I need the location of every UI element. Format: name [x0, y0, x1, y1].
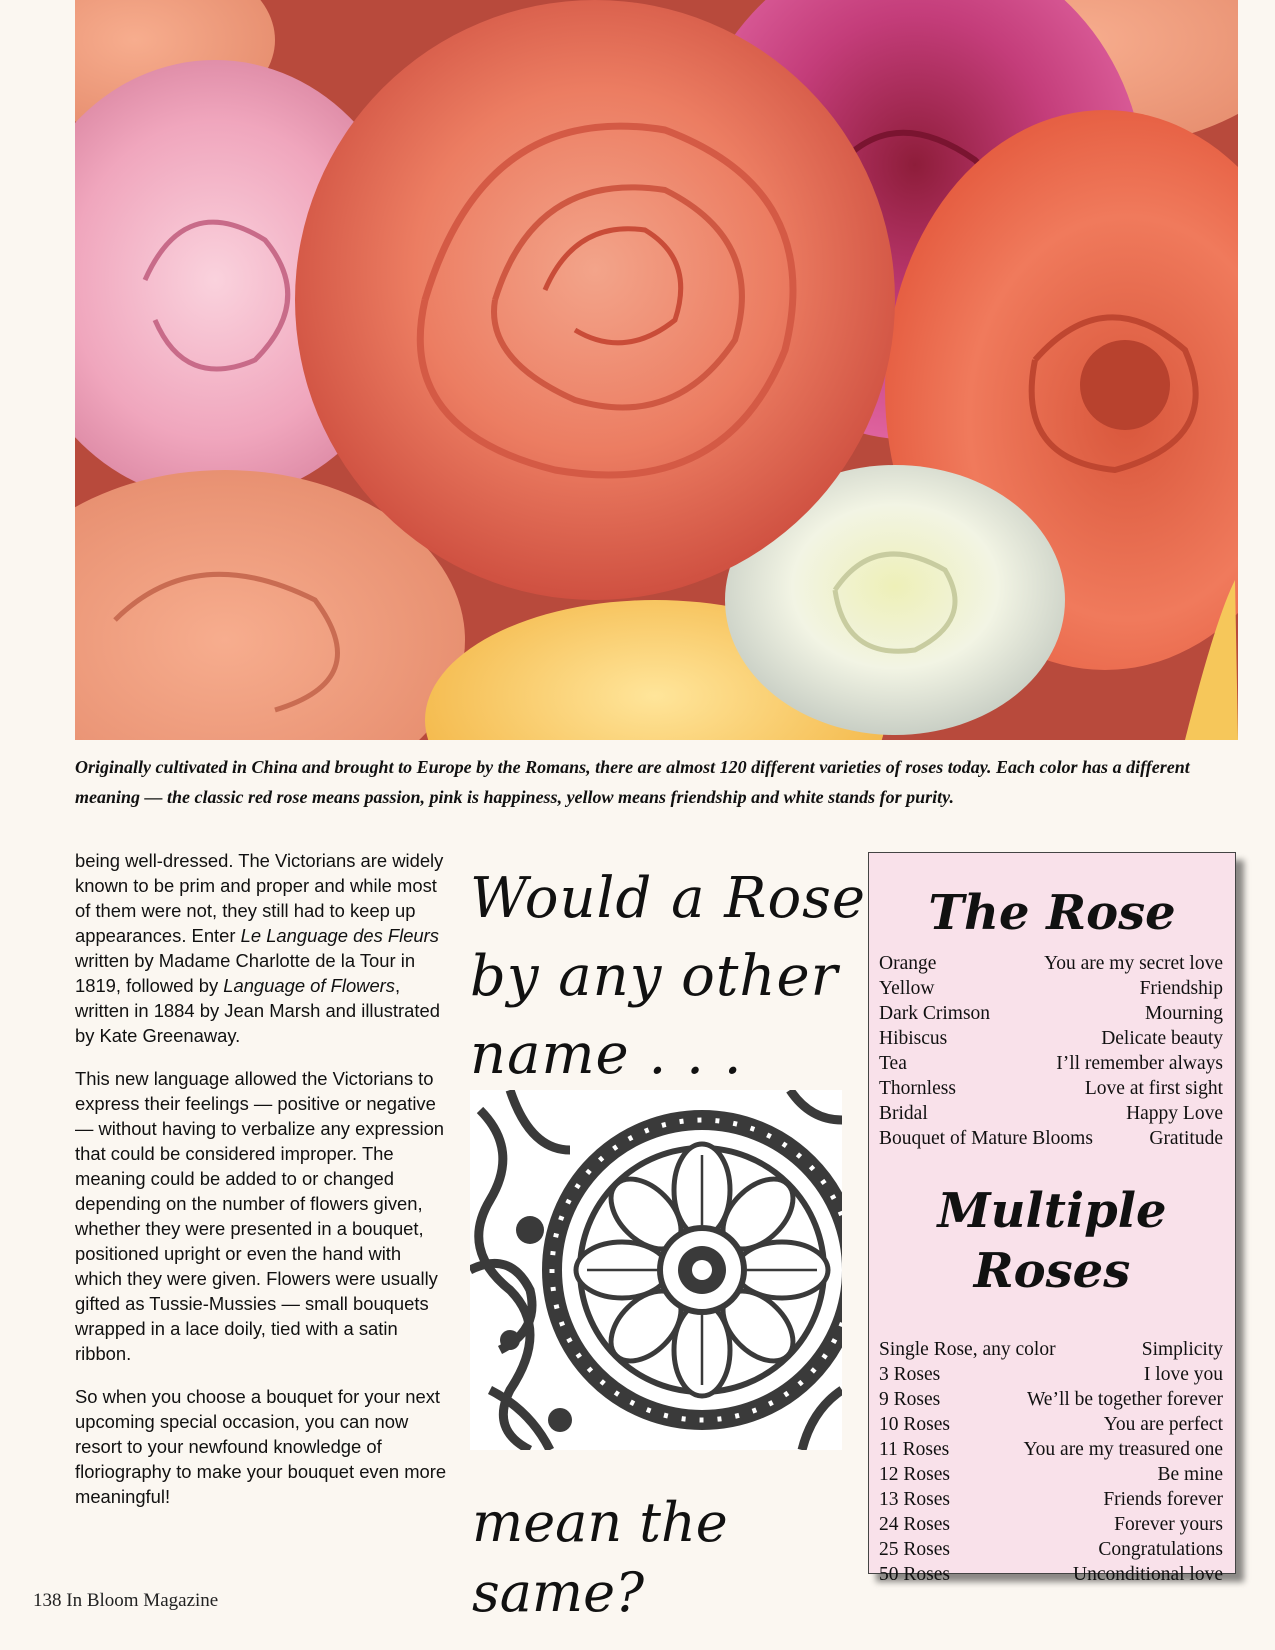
sidebar-title-multiple-roses: Multiple Roses	[937, 1183, 1167, 1299]
rose-meaning: Friendship	[1139, 978, 1223, 999]
rose-type: 12 Roses	[879, 1464, 950, 1485]
list-item	[879, 1537, 1223, 1562]
article-text: written by Madame Charlotte de la Tour in 1819, followed by	[75, 950, 416, 996]
rose-meanings-sidebar	[868, 852, 1236, 1585]
rose-meaning: You are my secret love	[1044, 953, 1223, 974]
rose-type: 13 Roses	[879, 1489, 950, 1510]
rose-meaning: Simplicity	[1141, 1339, 1223, 1360]
rose-photo	[75, 0, 1238, 740]
rose-meaning: I’ll remember always	[1056, 1053, 1223, 1074]
list-item	[879, 1101, 1223, 1126]
rose-meaning: Love at first sight	[1084, 1078, 1223, 1099]
rose-meaning: Unconditional love	[1072, 1564, 1223, 1585]
rose-color-meanings-list	[869, 951, 1235, 1151]
rose-type: 50 Roses	[879, 1564, 950, 1585]
article-text: , written in 1884 by Jean Marsh and illustrated by Kate Greenaway.	[75, 975, 440, 1046]
rose-type: 25 Roses	[879, 1539, 950, 1560]
list-item	[879, 1562, 1223, 1587]
list-item	[879, 1051, 1223, 1076]
headline-line-2: by any other	[470, 944, 839, 1009]
rose-meaning: Congratulations	[1098, 1539, 1223, 1560]
rose-meaning: Gratitude	[1149, 1128, 1223, 1149]
rose-ornament-illustration	[470, 1090, 842, 1450]
book-title-language-of-flowers: Language of Flowers	[223, 975, 396, 996]
article-paragraph-1	[75, 848, 447, 1048]
rose-type: 10 Roses	[879, 1414, 950, 1435]
list-item	[879, 1512, 1223, 1537]
rose-type: Bouquet of Mature Blooms	[879, 1128, 1093, 1149]
pull-quote-headline	[470, 860, 870, 1094]
rose-meaning: You are perfect	[1103, 1414, 1223, 1435]
rose-type: Bridal	[879, 1103, 928, 1124]
list-item	[879, 1076, 1223, 1101]
rose-meaning: You are my treasured one	[1023, 1439, 1223, 1460]
list-item	[879, 951, 1223, 976]
headline-line-3: name . . .	[470, 1022, 743, 1087]
rose-meaning: Forever yours	[1114, 1514, 1223, 1535]
rose-type: 9 Roses	[879, 1389, 941, 1410]
page-footer: 138 In Bloom Magazine	[33, 1590, 219, 1611]
rose-type: 11 Roses	[879, 1439, 950, 1460]
list-item	[879, 1026, 1223, 1051]
list-item	[879, 1362, 1223, 1387]
book-title-le-language-des-fleurs: Le Language des Fleurs	[240, 925, 439, 946]
list-item	[879, 1412, 1223, 1437]
rose-meaning: Delicate beauty	[1101, 1028, 1223, 1049]
rose-ornament-icon	[470, 1090, 842, 1450]
sidebar-title-the-rose: The Rose	[928, 885, 1176, 941]
list-item	[879, 1126, 1223, 1151]
rose-type: Thornless	[879, 1078, 956, 1099]
rose-type: Tea	[879, 1053, 907, 1074]
rose-meaning: Mourning	[1145, 1003, 1223, 1024]
rose-meaning: We’ll be together forever	[1026, 1389, 1223, 1410]
article-paragraph-3: So when you choose a bouquet for your next upcoming special occasion, you can now resort to your newfound knowledge of floriography to make your bouquet even more meaningful!	[75, 1386, 447, 1507]
list-item	[879, 1437, 1223, 1462]
article-text: being well-dressed. The Victorians are widely known to be prim and proper and while most of them were not, they still had to keep up appearances. Enter	[75, 850, 444, 946]
rose-type: Single Rose, any color	[879, 1339, 1056, 1360]
rose-photo-art	[75, 0, 1238, 740]
rose-type: Orange	[879, 953, 937, 974]
list-item	[879, 1487, 1223, 1512]
rose-meaning: Friends forever	[1103, 1489, 1223, 1510]
list-item	[879, 1387, 1223, 1412]
headline-line-1: Would a Rose	[470, 866, 867, 931]
list-item	[879, 1001, 1223, 1026]
article-body	[75, 848, 447, 1527]
rose-type: 24 Roses	[879, 1514, 950, 1535]
rose-type: Dark Crimson	[879, 1003, 991, 1024]
list-item	[879, 1337, 1223, 1362]
rose-type: Hibiscus	[879, 1028, 948, 1049]
rose-meaning: Be mine	[1157, 1464, 1223, 1485]
multiple-roses-meanings-list	[869, 1337, 1235, 1587]
rose-meaning: Happy Love	[1126, 1103, 1223, 1124]
rose-type: Yellow	[879, 978, 935, 999]
list-item	[879, 976, 1223, 1001]
list-item	[879, 1462, 1223, 1487]
rose-meaning: I love you	[1143, 1364, 1223, 1385]
rose-type: 3 Roses	[879, 1364, 941, 1385]
article-paragraph-2: This new language allowed the Victorians to express their feelings — positive or negative — without having to verbalize any expression that could be considered improper. The meaning could be added to or changed depending on the number of flowers given, whether they were presented in a bouquet, positioned upright or even the hand with which they were given. Flowers were usually gifted as Tussie-Mussies — small bouquets wrapped in a lace doily, tied with a satin ribbon.	[75, 1068, 445, 1364]
headline-line-4: mean the same?	[472, 1491, 728, 1624]
photo-caption: Originally cultivated in China and brought to Europe by the Romans, there are almost 120 different varieties of roses today. Each color has a different meaning — the classic red rose means passion, pink is happiness, yellow means friendship and white stands for purity.	[75, 757, 1190, 807]
